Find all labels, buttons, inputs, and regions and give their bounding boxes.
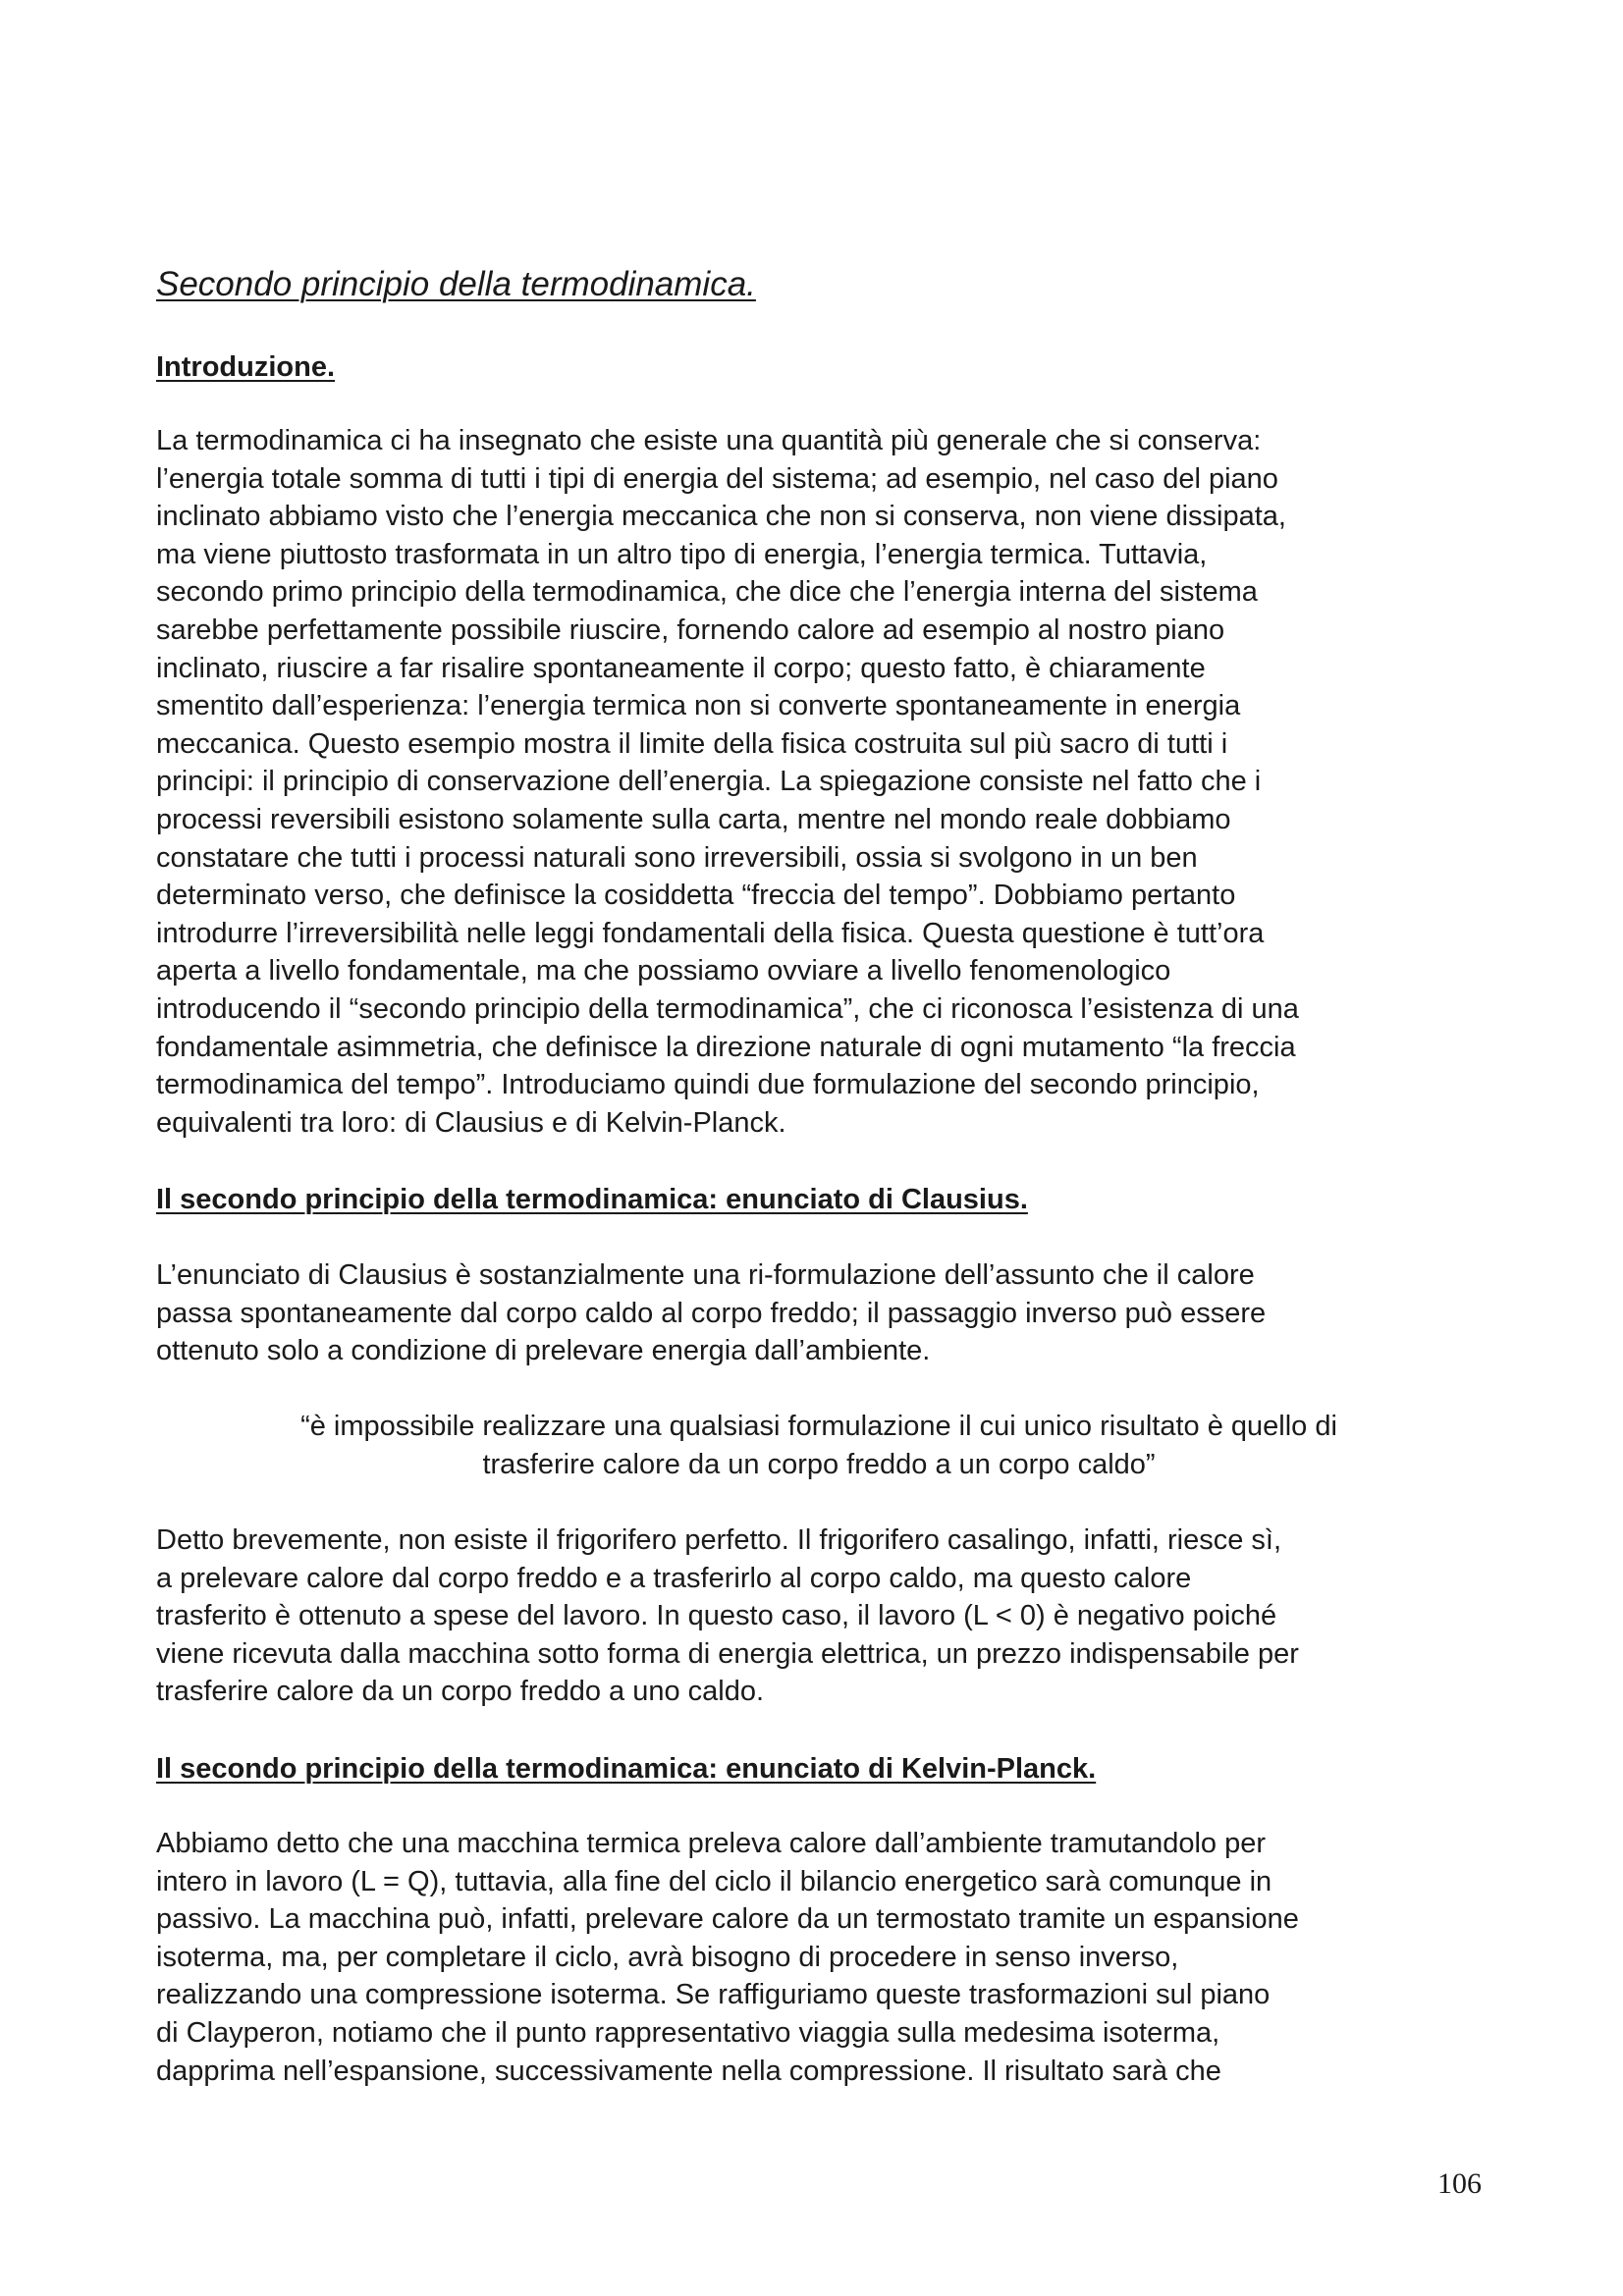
clausius-explanation (156, 1522, 1482, 1711)
paragraph-line: determinato verso, che definisce la cosiddetta “freccia del tempo”. Dobbiamo pertanto (156, 880, 1236, 912)
paragraph-line: termodinamica del tempo”. Introduciamo quindi due formulazione del secondo principio, (156, 1069, 1260, 1101)
paragraph-line: trasferito è ottenuto a spese del lavoro. In questo caso, il lavoro (L < 0) è negativo poiché (156, 1600, 1277, 1632)
document-title: Secondo principio della termodinamica. (156, 265, 756, 303)
paragraph-line: aperta a livello fondamentale, ma che possiamo ovviare a livello fenomenologico (156, 955, 1171, 988)
paragraph-line: principi: il principio di conservazione dell’energia. La spiegazione consiste nel fatto che i (156, 766, 1262, 798)
paragraph-line: constatare che tutti i processi naturali sono irreversibili, ossia si svolgono in un ben (156, 841, 1198, 874)
paragraph-line: trasferire calore da un corpo freddo a uno caldo. (156, 1676, 765, 1708)
paragraph-line: La termodinamica ci ha insegnato che esiste una quantità più generale che si conserva: (156, 425, 1262, 456)
paragraph-line: isoterma, ma, per completare il ciclo, avrà bisogno di procedere in senso inverso, (156, 1941, 1179, 1973)
paragraph-line: inclinato, riuscire a far risalire spontaneamente il corpo; questo fatto, è chiaramente (156, 652, 1206, 684)
paragraph-line: passa spontaneamente dal corpo caldo al corpo freddo; il passaggio inverso può essere (156, 1297, 1267, 1329)
quote-line: “è impossibile realizzare una qualsiasi formulazione il cui unico risultato è quello di (300, 1411, 1337, 1442)
clausius-heading: Il secondo principio della termodinamica: enunciato di Clausius. (156, 1184, 1028, 1215)
kelvin-paragraph (156, 1825, 1482, 2090)
paragraph-line: ma viene piuttosto trasformata in un altro tipo di energia, l’energia termica. Tuttavia, (156, 538, 1208, 570)
paragraph-line: viene ricevuta dalla macchina sotto forma di energia elettrica, un prezzo indispensabile per (156, 1637, 1299, 1670)
paragraph-line: passivo. La macchina può, infatti, prelevare calore da un termostato tramite un espansione (156, 1903, 1299, 1936)
intro-paragraph (156, 422, 1482, 1142)
paragraph-line: fondamentale asimmetria, che definisce la direzione naturale di ogni mutamento “la freccia (156, 1031, 1296, 1063)
clausius-paragraph (156, 1256, 1482, 1370)
paragraph-line: ottenuto solo a condizione di prelevare energia dall’ambiente. (156, 1335, 931, 1367)
paragraph-line: introducendo il “secondo principio della termodinamica”, che ci riconosca l’esistenza di una (156, 992, 1299, 1025)
intro-heading: Introduzione. (156, 351, 336, 383)
paragraph-line: processi reversibili esistono solamente sulla carta, mentre nel mondo reale dobbiamo (156, 803, 1231, 835)
paragraph-line: Abbiamo detto che una macchina termica preleva calore dall’ambiente tramutandolo per (156, 1828, 1267, 1859)
paragraph-line: dapprima nell’espansione, successivamente nella compressione. Il risultato sarà che (156, 2055, 1221, 2087)
page-number: 106 (1437, 2167, 1482, 2200)
paragraph-line: sarebbe perfettamente possibile riuscire, fornendo calore ad esempio al nostro piano (156, 614, 1225, 646)
paragraph-line: Detto brevemente, non esiste il frigorifero perfetto. Il frigorifero casalingo, infatti, riesce sì, (156, 1524, 1282, 1556)
paragraph-line: a prelevare calore dal corpo freddo e a trasferirlo al corpo caldo, ma questo calore (156, 1562, 1192, 1594)
paragraph-line: smentito dall’esperienza: l’energia termica non si converte spontaneamente in energia (156, 690, 1241, 722)
paragraph-line: intero in lavoro (L = Q), tuttavia, alla fine del ciclo il bilancio energetico sarà comunque in (156, 1865, 1272, 1897)
paragraph-line: meccanica. Questo esempio mostra il limite della fisica costruita sul più sacro di tutti i (156, 727, 1228, 760)
paragraph-line: equivalenti tra loro: di Clausius e di Kelvin-Planck. (156, 1106, 786, 1139)
paragraph-line: secondo primo principio della termodinamica, che dice che l’energia interna del sistema (156, 576, 1258, 609)
paragraph-line: di Clayperon, notiamo che il punto rappresentativo viaggia sulla medesima isoterma, (156, 2016, 1220, 2049)
paragraph-line: introdurre l’irreversibilità nelle leggi fondamentali della fisica. Questa questione è tutt’ora (156, 917, 1265, 949)
paragraph-line: inclinato abbiamo visto che l’energia meccanica che non si conserva, non viene dissipata, (156, 501, 1286, 533)
quote-line: trasferire calore da un corpo freddo a un corpo caldo” (482, 1448, 1156, 1480)
clausius-quote (156, 1408, 1482, 1483)
paragraph-line: l’energia totale somma di tutti i tipi di energia del sistema; ad esempio, nel caso del piano (156, 462, 1278, 495)
paragraph-line: L’enunciato di Clausius è sostanzialmente una ri-formulazione dell’assunto che il calore (156, 1259, 1255, 1291)
kelvin-heading: Il secondo principio della termodinamica: enunciato di Kelvin-Planck. (156, 1753, 1097, 1785)
paragraph-line: realizzando una compressione isoterma. Se raffiguriamo queste trasformazioni sul piano (156, 1979, 1271, 2011)
